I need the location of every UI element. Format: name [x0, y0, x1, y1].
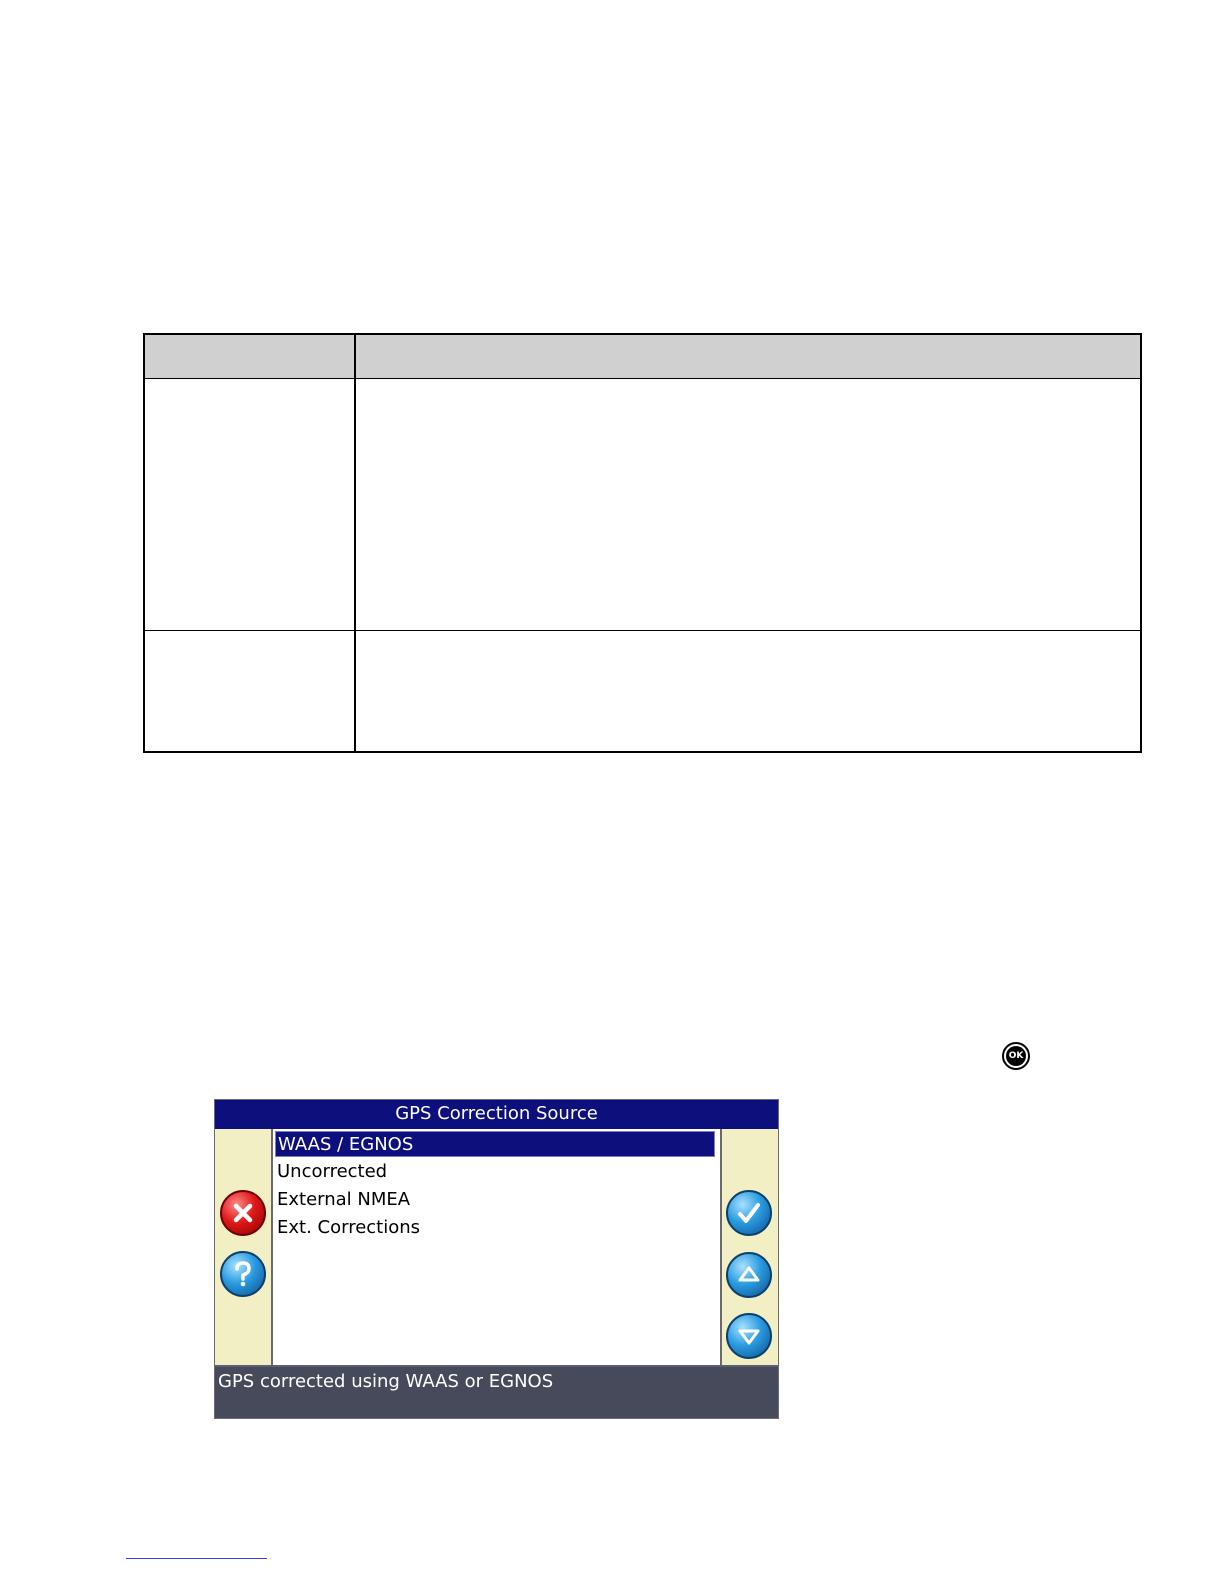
table-header-row [145, 335, 1140, 379]
checkmark-icon [735, 1199, 763, 1227]
table-cell [356, 631, 1140, 751]
left-button-panel [215, 1129, 273, 1365]
cancel-icon [230, 1200, 256, 1226]
gps-correction-source-screen [214, 1099, 779, 1419]
scroll-up-button[interactable] [726, 1252, 772, 1298]
ok-key-icon [1002, 1042, 1030, 1070]
arrow-down-icon [735, 1322, 763, 1350]
list-item-waas-egnos[interactable]: WAAS / EGNOS [275, 1131, 715, 1157]
table-cell [145, 378, 354, 630]
scroll-down-button[interactable] [726, 1313, 772, 1359]
screen-title: GPS Correction Source [215, 1100, 778, 1129]
correction-source-list[interactable] [273, 1129, 720, 1365]
ok-key-label: OK [1006, 1046, 1026, 1066]
accept-button[interactable] [726, 1190, 772, 1236]
description-table [143, 333, 1142, 753]
list-item-ext-corrections[interactable]: Ext. Corrections [277, 1217, 421, 1238]
table-cell [145, 631, 354, 751]
right-button-panel [720, 1129, 778, 1365]
table-cell [356, 378, 1140, 630]
status-description: GPS corrected using WAAS or EGNOS [215, 1365, 778, 1418]
arrow-up-icon [735, 1261, 763, 1289]
list-item-external-nmea[interactable]: External NMEA [277, 1189, 411, 1210]
help-button[interactable] [220, 1251, 266, 1297]
footer-link-underline [126, 1558, 267, 1559]
help-icon [230, 1259, 256, 1289]
list-item-uncorrected[interactable]: Uncorrected [277, 1161, 388, 1182]
cancel-button[interactable] [220, 1190, 266, 1236]
